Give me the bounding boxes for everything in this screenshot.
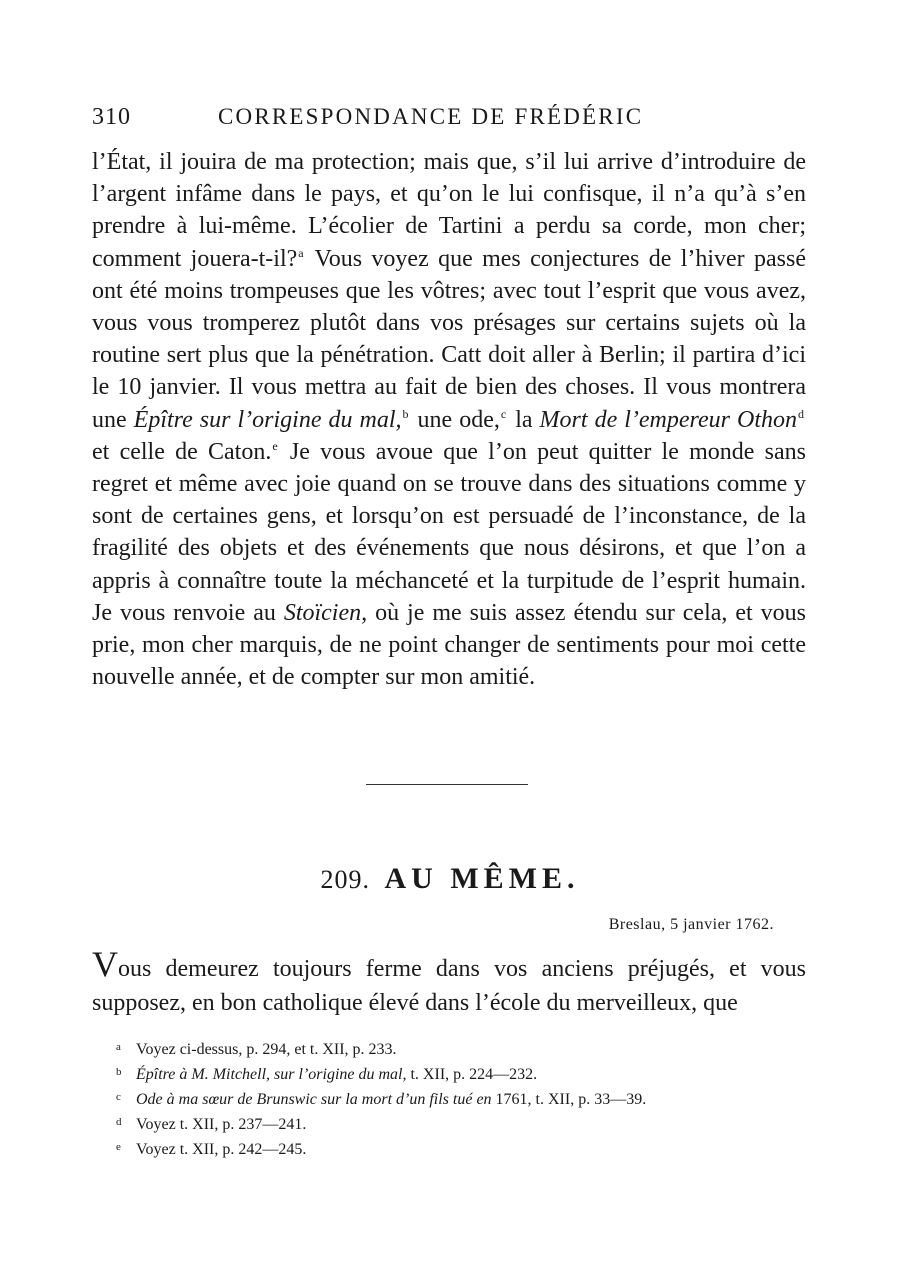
footnote [116, 1036, 816, 1061]
footnote-mark: e [116, 1141, 121, 1153]
body-text-run: Vous voyez que mes conjectures de l’hiver passé ont été moins trompeuses que les vôtres; avec tout l’esprit que vous avez, vous vous tromperez plutôt dans vos présages sur certains sujets où la routine sert plus que la pénétration. Catt doit aller à Berlin; il partira d’ici le 10 janvier. Il vous mettra au fait de bien des choses. Il vous montrera une [92, 245, 806, 433]
footnote-mark: d [116, 1116, 122, 1128]
work-title-stoicien: Stoïcien, [283, 599, 368, 626]
footnote-mark: b [116, 1066, 122, 1078]
footnote-text: Voyez t. XII, p. 237—241. [136, 1116, 307, 1133]
body-paragraph [92, 146, 806, 693]
running-head [92, 104, 808, 134]
footnote-text: 1761, t. XII, p. 33—39. [491, 1091, 647, 1108]
footnote-ref-d[interactable]: d [798, 406, 804, 421]
work-title-epitre: Épître sur l’origine du mal, [133, 406, 402, 433]
footnote-ref-e[interactable]: e [272, 438, 278, 453]
body-text-run: où je me suis assez étendu sur cela, et vous prie, mon cher marquis, de ne point changer de sentiments pour moi cette nouvelle année, et de compter sur mon amitié. [92, 599, 806, 691]
footnote-mark: a [116, 1041, 121, 1053]
drop-cap: V [92, 944, 118, 984]
letter-dateline: Breslau, 5 janvier 1762. [608, 916, 774, 933]
body-text-run: une ode, [410, 406, 500, 433]
footnote-ref-b[interactable]: b [402, 406, 409, 421]
footnotes [116, 1036, 816, 1161]
body-text-run: la [508, 406, 540, 433]
work-title-othon: Mort de l’empereur Othon [539, 406, 797, 433]
letter-text: ous demeurez toujours ferme dans vos anciens préjugés, et vous supposez, en bon catholique élevé dans l’école du merveilleux, que [92, 956, 806, 1016]
body-text-run: et celle de Caton. [92, 438, 272, 465]
footnote-title: Ode à ma sœur de Brunswic sur la mort d’un fils tué en [136, 1091, 492, 1108]
footnote [116, 1136, 816, 1161]
letter-heading [0, 862, 900, 896]
letter-continuation [92, 146, 806, 693]
letter-title: AU MÊME. [384, 862, 580, 895]
footnote [116, 1086, 816, 1111]
running-head-title: CORRESPONDANCE DE FRÉDÉRIC [218, 104, 644, 129]
footnote-mark: c [116, 1091, 121, 1103]
body-text-run: l’État, il jouira de ma protection; mais que, s’il lui arrive d’introduire de l’argent infâme dans le pays, et qu’on le lui confisque, il n’a qu’à s’en prendre à lui-même. L’écolier de Tartini a perdu sa corde, mon cher; comment jouera-t-il? [92, 149, 806, 272]
section-divider [366, 784, 528, 785]
footnote-text: t. XII, p. 224—232. [406, 1066, 538, 1083]
footnote [116, 1111, 816, 1136]
footnote-ref-a[interactable]: a [298, 245, 304, 260]
letter-body [92, 944, 806, 1020]
footnote-ref-c[interactable]: c [500, 406, 507, 421]
body-text-run: Je vous avoue que l’on peut quitter le monde sans regret et même avec joie quand on se trouve dans des situations comme y sont de certaines gens, et lorsqu’on est persuadé de l’inconstance, de la fragilité des objets et des événements que nous désirons, et que l’on a appris à connaître toute la méchanceté et la turpitude de l’esprit humain. Je vous renvoie au [92, 438, 807, 626]
footnote [116, 1061, 816, 1086]
footnote-title: Épître à M. Mitchell, sur l’origine du mal, [136, 1066, 407, 1083]
page-number: 310 [92, 104, 131, 130]
footnote-text: Voyez ci-dessus, p. 294, et t. XII, p. 233. [136, 1041, 397, 1058]
footnote-text: Voyez t. XII, p. 242—245. [136, 1141, 307, 1158]
letter-number: 209. [320, 865, 370, 894]
